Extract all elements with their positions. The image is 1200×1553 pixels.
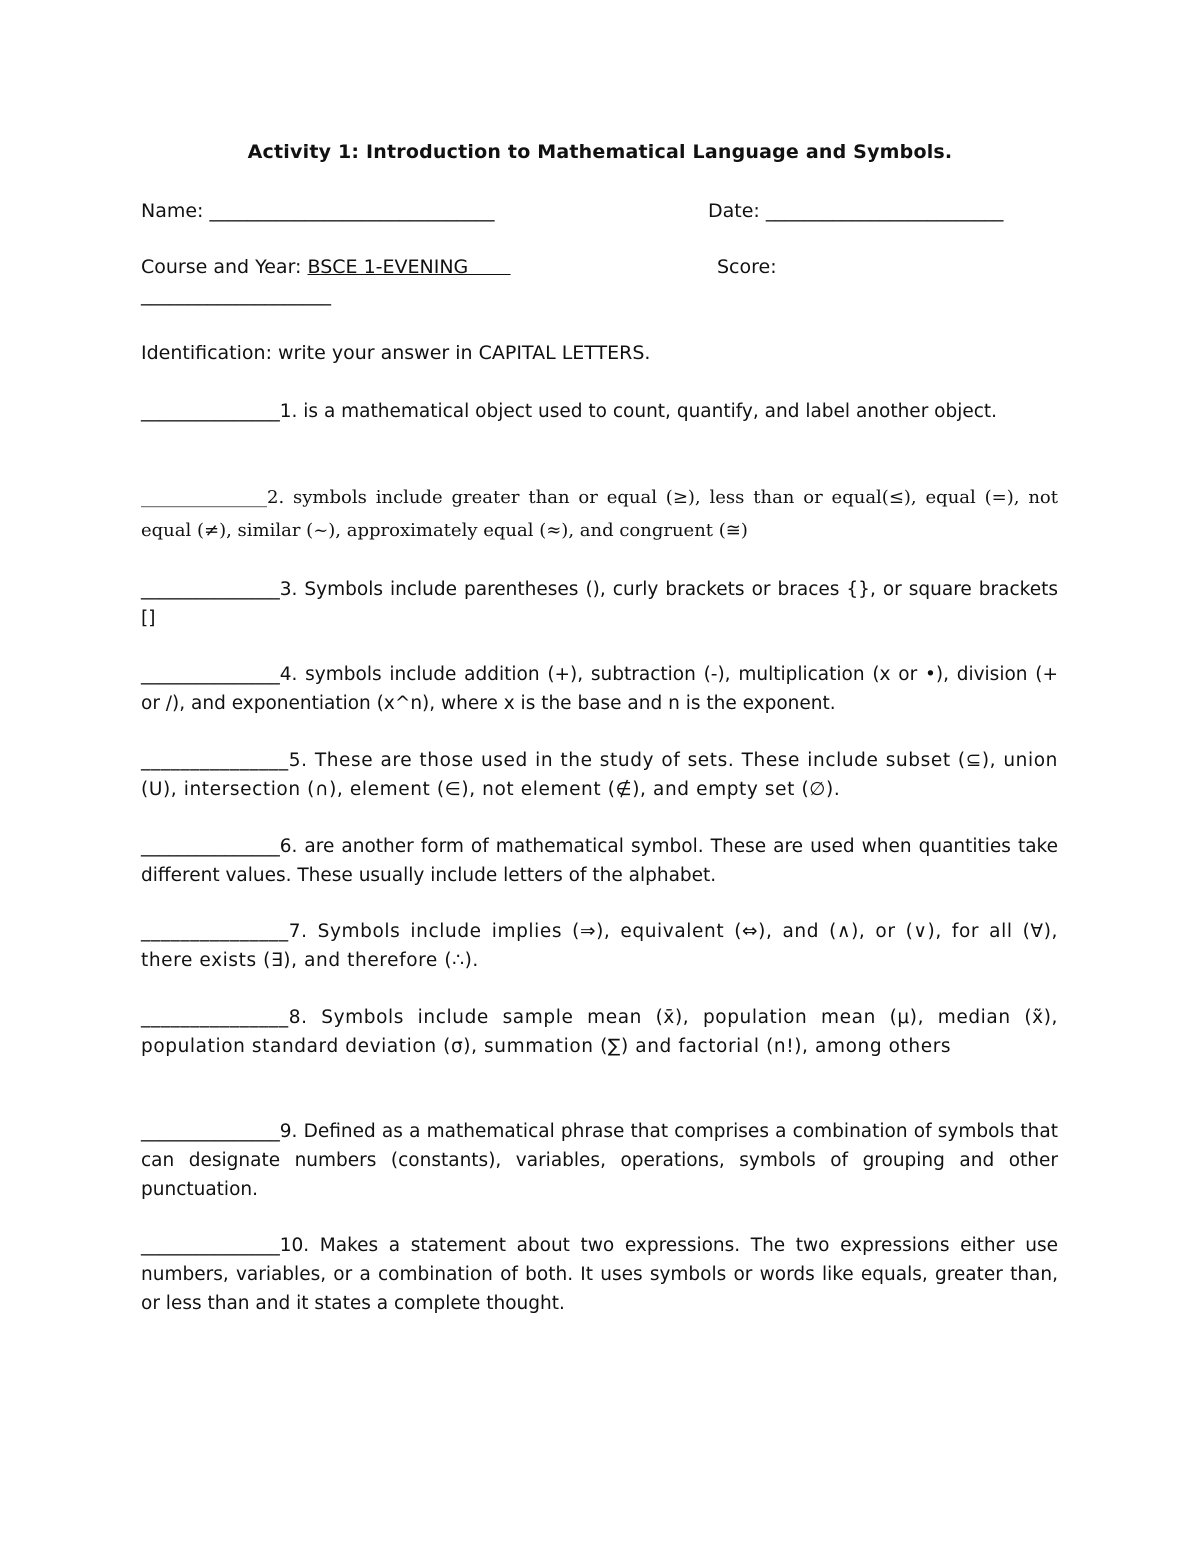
answer-blank: _______________ (141, 579, 280, 600)
date-line: _________________________ (765, 200, 1004, 222)
question-text: 2. symbols include greater than or equal (≥), less than or equal(≤), equal (=), not equal (≠), similar (~), approximately equal (≈), and congruent (≅) (141, 487, 1058, 541)
question-item-10 (141, 1231, 1058, 1318)
answer-blank: _______________ (141, 1235, 280, 1256)
question-item-5 (141, 746, 1058, 804)
score-line: ____________________ (141, 284, 331, 306)
name-line: ______________________________ (209, 200, 495, 222)
course-row (141, 256, 511, 278)
question-text: 6. are another form of mathematical symbol. These are used when quantities take different values. These usually include letters of the alphabet. (141, 836, 1058, 886)
question-text: 4. symbols include addition (+), subtraction (-), multiplication (x or •), division (+ or /), and exponentiation (x^n), where x is the base and n is the exponent. (141, 664, 1058, 714)
date-row (708, 200, 1003, 222)
answer-blank: _______________ (141, 750, 289, 771)
question-item-7 (141, 917, 1058, 975)
question-text: 5. These are those used in the study of sets. These include subset (⊆), union (U), intersection (∩), element (∈), not element (∉), and empty set (∅). (141, 750, 1058, 800)
page-title: Activity 1: Introduction to Mathematical Language and Symbols. (247, 141, 953, 163)
name-label: Name: (141, 200, 204, 222)
question-text: 9. Defined as a mathematical phrase that comprises a combination of symbols that can designate numbers (constants), variables, operations, symbols of grouping and other punctuation. (141, 1121, 1058, 1200)
question-item-6 (141, 832, 1058, 890)
answer-blank: _______________ (141, 1007, 289, 1028)
instructions: Identification: write your answer in CAPITAL LETTERS. (141, 342, 651, 364)
answer-blank: _______________ (141, 664, 280, 685)
question-item-2 (141, 481, 1058, 547)
question-item-4 (141, 660, 1058, 718)
question-item-8 (141, 1003, 1058, 1061)
course-label: Course and Year: (141, 256, 302, 278)
answer-blank: ______________ (141, 487, 267, 508)
question-text: 7. Symbols include implies (⇒), equivalent (⇔), and (∧), or (∨), for all (∀), there exists (∃), and therefore (∴). (141, 921, 1058, 971)
score-line-row (141, 284, 331, 306)
answer-blank: _______________ (141, 921, 289, 942)
question-text: 10. Makes a statement about two expressions. The two expressions either use numbers, variables, or a combination of both. It uses symbols or words like equals, greater than, or less than and it states a complete thought. (141, 1235, 1058, 1314)
question-text: 8. Symbols include sample mean (x̄), population mean (μ), median (x̃), population standard deviation (σ), summation (∑) and factorial (n!), among others (141, 1007, 1058, 1057)
answer-blank: _______________ (141, 1121, 280, 1142)
question-item-3 (141, 575, 1058, 633)
answer-blank: _______________ (141, 401, 280, 422)
question-item-1 (141, 397, 1058, 426)
answer-blank: _______________ (141, 836, 280, 857)
question-text: 1. is a mathematical object used to count, quantify, and label another object. (279, 401, 998, 422)
question-item-9 (141, 1117, 1058, 1204)
score-label: Score: (717, 256, 777, 278)
score-row (717, 256, 777, 278)
name-row (141, 200, 495, 222)
question-text: 3. Symbols include parentheses (), curly brackets or braces {}, or square brackets [] (141, 579, 1058, 629)
date-label: Date: (708, 200, 760, 222)
course-value: BSCE 1-EVENING (307, 256, 511, 278)
